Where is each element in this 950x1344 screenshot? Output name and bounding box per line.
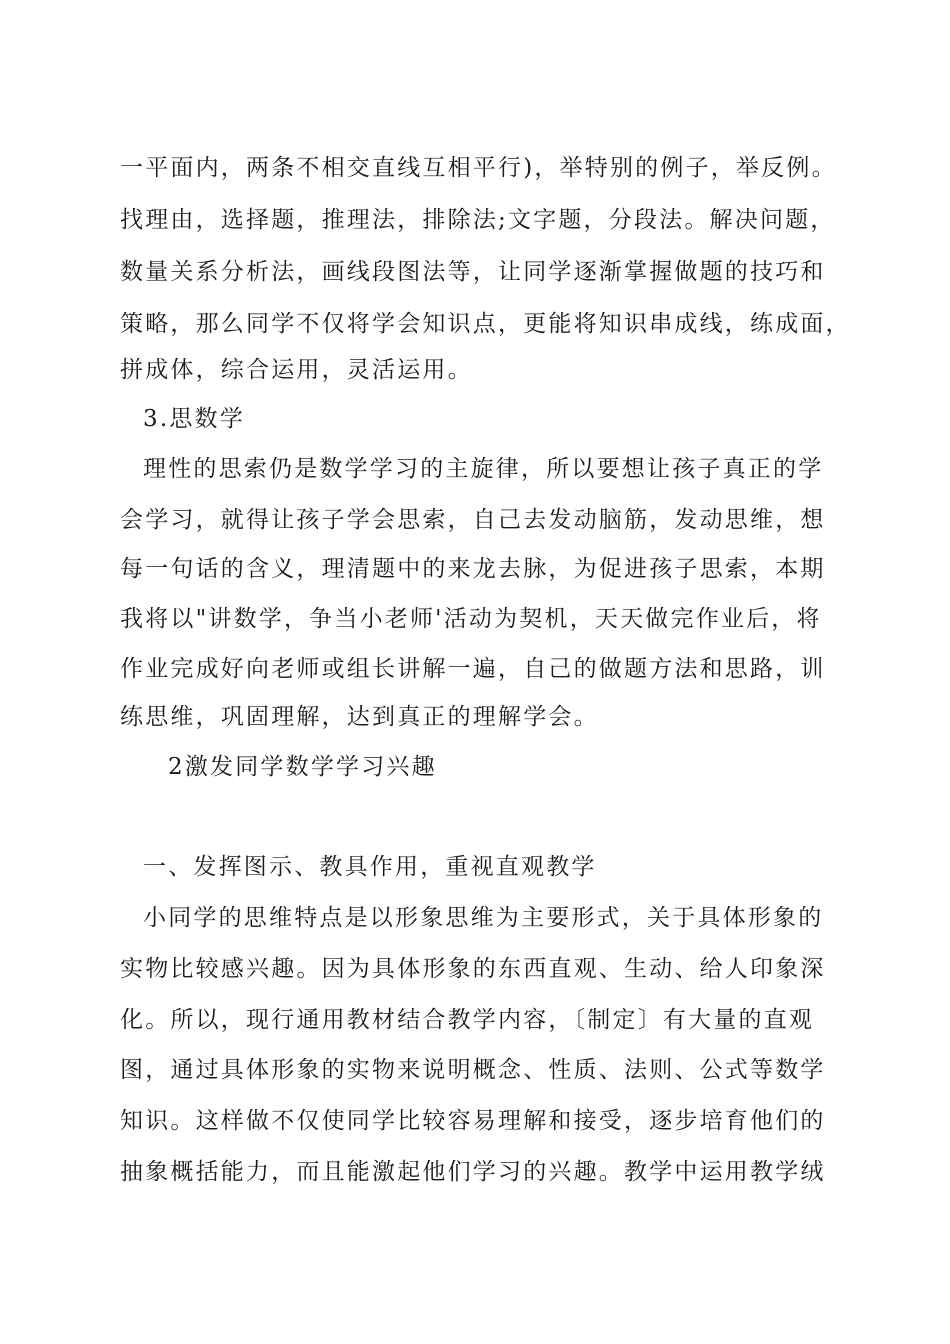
body-text-line: 实物比较感兴趣。因为具体形象的东西直观、生动、给人印象深 (120, 956, 826, 982)
body-text-line: 拼成体，综合运用，灵活运用。 (120, 357, 473, 383)
section-heading: 一、发挥图示、教具作用，重视直观教学 (143, 854, 597, 880)
body-text-line: 练思维，巩固理解，达到真正的理解学会。 (120, 704, 599, 730)
body-text-line: 图，通过具体形象的实物来说明概念、性质、法则、公式等数学 (120, 1057, 826, 1083)
body-text-line: 化。所以，现行通用教材结合教学内容，〔制定〕有大量的直观 (120, 1007, 815, 1033)
section-heading: 2激发同学数学学习兴趣 (168, 754, 437, 780)
body-text-line: 理性的思索仍是数学学习的主旋律，所以要想让孩子真正的学 (143, 456, 824, 482)
body-text-line: 每一句话的含义，理清题中的来龙去脉，为促进孩子思索，本期 (120, 556, 826, 582)
body-text-line: 数量关系分析法，画线段图法等，让同学逐渐掌握做题的技巧和 (120, 259, 826, 285)
body-text-line: 小同学的思维特点是以形象思维为主要形式，关于具体形象的 (143, 905, 824, 931)
body-text-line: 策略，那么同学不仅将学会知识点，更能将知识串成线，练成面， (120, 311, 851, 337)
body-text-line: 我将以"讲数学，争当小老师'活动为契机，天天做完作业后，将 (120, 606, 822, 632)
body-text-line: 知识。这样做不仅使同学比较容易理解和接受，逐步培育他们的 (120, 1108, 826, 1134)
body-text-line: 找理由，选择题，推理法，排除法;文字题，分段法。解决问题， (120, 207, 836, 233)
body-text-line: 作业完成好向老师或组长讲解一遍，自己的做题方法和思路，训 (120, 656, 826, 682)
body-text-line: 一平面内，两条不相交直线互相平行)，举特别的例子，举反例。 (120, 155, 837, 181)
body-text-line: 会学习，就得让孩子学会思索，自己去发动脑筋，发动思维，想 (120, 507, 826, 533)
section-heading: 3.思数学 (143, 406, 245, 432)
body-text-line: 抽象概括能力，而且能激起他们学习的兴趣。教学中运用教学绒 (120, 1159, 826, 1185)
